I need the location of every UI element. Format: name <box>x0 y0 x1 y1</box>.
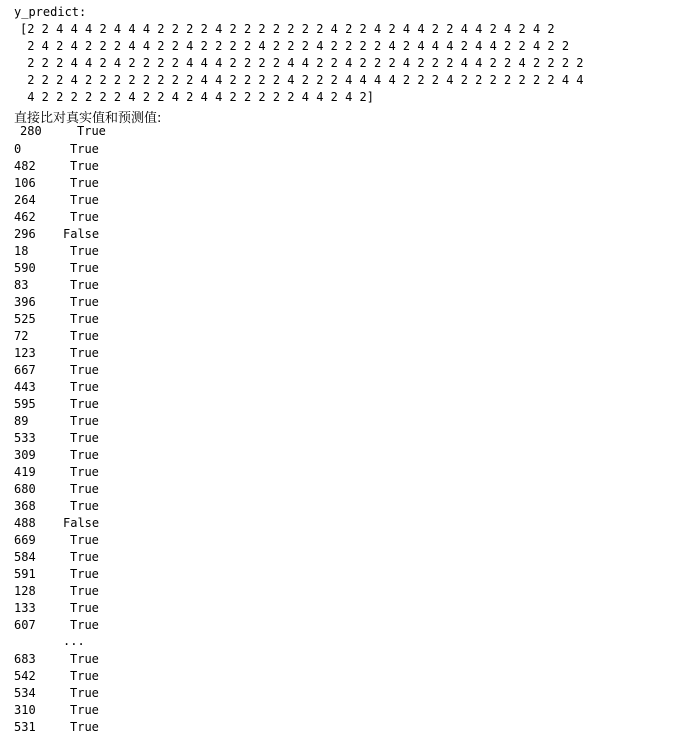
row-value: True <box>70 618 99 632</box>
row-index: 396 <box>14 295 36 309</box>
row-value: True <box>70 363 99 377</box>
row-index: 534 <box>14 686 36 700</box>
truncation-ellipsis: ... <box>63 634 85 648</box>
row-index: 123 <box>14 346 36 360</box>
row-index: 669 <box>14 533 36 547</box>
row-index: 419 <box>14 465 36 479</box>
row-value: True <box>70 533 99 547</box>
row-index: 482 <box>14 159 36 173</box>
y-predict-label: y_predict: <box>14 5 87 19</box>
row-index: 683 <box>14 652 36 666</box>
row-value: True <box>70 652 99 666</box>
row-value: True <box>70 482 99 496</box>
row-index: 72 <box>14 329 29 343</box>
row-value: True <box>70 720 99 734</box>
row-value: True <box>70 346 99 360</box>
row-index: 590 <box>14 261 36 275</box>
row-index: 488 <box>14 516 36 530</box>
row-value: True <box>70 176 99 190</box>
row-index: 83 <box>14 278 29 292</box>
predict-array-line: [2 2 4 4 4 2 4 4 4 2 2 2 2 4 2 2 2 2 2 2 2 4 2 2 4 2 4 4 2 2 4 4 2 4 2 4 2 <box>20 22 555 36</box>
predict-array-line: 2 4 2 4 2 2 2 4 4 2 2 4 2 2 2 2 4 2 2 2 4 2 2 2 2 4 2 4 4 4 2 4 4 2 2 4 2 2 <box>20 39 570 53</box>
row-value: True <box>70 193 99 207</box>
row-index: 89 <box>14 414 29 428</box>
row-index: 18 <box>14 244 29 258</box>
row-index: 531 <box>14 720 36 734</box>
row-value: True <box>70 312 99 326</box>
row-value: True <box>70 295 99 309</box>
row-index: 443 <box>14 380 36 394</box>
row-value: True <box>70 261 99 275</box>
row-value: True <box>70 210 99 224</box>
row-index: 296 <box>14 227 36 241</box>
row-index: 368 <box>14 499 36 513</box>
row-index: 106 <box>14 176 36 190</box>
row-value: True <box>70 159 99 173</box>
row-index: 542 <box>14 669 36 683</box>
row-value: True <box>70 567 99 581</box>
series-header-value: True <box>77 124 106 138</box>
compare-label: 直接比对真实值和预测值: <box>14 111 162 126</box>
series-header-index: 280 <box>20 124 42 138</box>
row-value: True <box>70 465 99 479</box>
row-index: 462 <box>14 210 36 224</box>
row-value: True <box>70 448 99 462</box>
row-index: 128 <box>14 584 36 598</box>
row-index: 309 <box>14 448 36 462</box>
row-index: 584 <box>14 550 36 564</box>
row-value: True <box>70 397 99 411</box>
row-value: True <box>70 550 99 564</box>
predict-array-line: 4 2 2 2 2 2 2 4 2 2 4 2 4 4 2 2 2 2 2 4 4 2 4 2] <box>20 90 375 104</box>
row-value: True <box>70 686 99 700</box>
predict-array-line: 2 2 2 4 4 2 4 2 2 2 2 4 4 4 2 2 2 2 4 4 2 2 4 2 2 2 4 2 2 2 4 4 2 2 4 2 2 2 2 <box>20 56 584 70</box>
row-index: 595 <box>14 397 36 411</box>
row-index: 133 <box>14 601 36 615</box>
row-value: False <box>63 227 100 241</box>
row-index: 607 <box>14 618 36 632</box>
predict-array-line: 2 2 2 4 2 2 2 2 2 2 2 2 4 4 2 2 2 2 4 2 2 2 4 4 4 4 2 2 2 4 2 2 2 2 2 2 2 4 4 <box>20 73 584 87</box>
row-value: False <box>63 516 100 530</box>
row-value: True <box>70 584 99 598</box>
row-index: 0 <box>14 142 22 156</box>
row-index: 533 <box>14 431 36 445</box>
row-value: True <box>70 244 99 258</box>
row-index: 525 <box>14 312 36 326</box>
row-value: True <box>70 414 99 428</box>
row-index: 591 <box>14 567 36 581</box>
row-index: 680 <box>14 482 36 496</box>
row-value: True <box>70 329 99 343</box>
row-index: 310 <box>14 703 36 717</box>
row-value: True <box>70 703 99 717</box>
row-value: True <box>70 431 99 445</box>
row-index: 667 <box>14 363 36 377</box>
row-value: True <box>70 601 99 615</box>
row-value: True <box>70 499 99 513</box>
row-value: True <box>70 380 99 394</box>
row-value: True <box>70 142 99 156</box>
row-value: True <box>70 669 99 683</box>
row-index: 264 <box>14 193 36 207</box>
row-value: True <box>70 278 99 292</box>
